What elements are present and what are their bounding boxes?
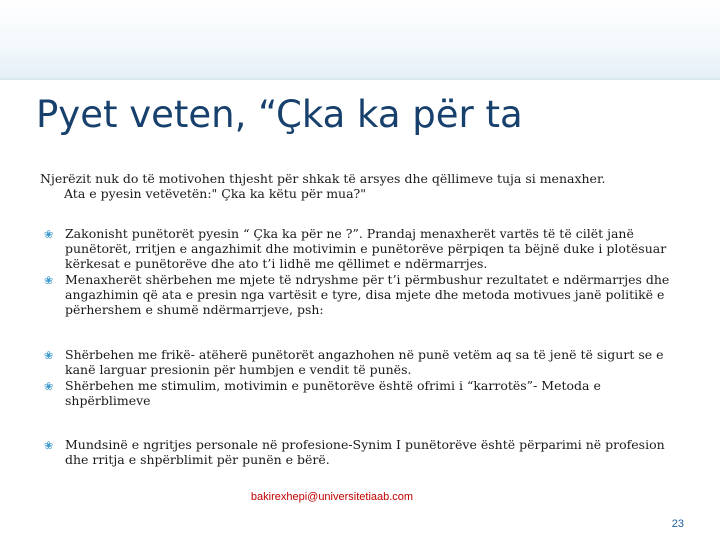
- header-divider: [0, 78, 720, 80]
- bullet-text: Mundsinë e ngritjes personale në profesione-Synim I punëtorëve është përparimi në profesion dhe rritja e shpërblimit për punën e bërë.: [65, 437, 665, 467]
- contact-email[interactable]: bakirexhepi@universitetiaab.com: [250, 491, 414, 503]
- page-number: 23: [671, 518, 684, 530]
- intro-line-1: Njerëzit nuk do të motivohen thjesht për shkak të arsyes dhe qëllimeve tuja si menaxher.: [40, 171, 606, 186]
- bullet-text: Zakonisht punëtorët pyesin “ Çka ka për ne ?”. Prandaj menaxherët vartës të të cilët janë punëtorët, rritjen e angazhimit dhe motivimin e punëtorëve përpiqen ta bëjnë duke i plotësuar kërkesat e punëtorëve dhe ato t’i lidhë me qëllimet e ndërmarrjes.: [65, 226, 667, 271]
- slide-title: Pyet veten, “Çka ka për ta: [36, 93, 523, 136]
- bullet-text: Menaxherët shërbehen me mjete të ndryshme për t’i përmbushur rezultatet e ndërmarrjes dhe angazhimin që ata e presin nga vartësit e tyre, disa mjete dhe metoda motivues janë politikë e përhershem e shumë ndërmarrjeve, psh:: [65, 272, 670, 317]
- bullet-item: [44, 437, 680, 467]
- fancy-bullet-icon: ❀: [44, 228, 54, 241]
- bullet-item: [44, 347, 680, 377]
- bullet-text: Shërbehen me frikë- atëherë punëtorët angazhohen në punë vetëm aq sa të jenë të sigurt se e kanë larguar presionin për humbjen e vendit të punës.: [65, 347, 664, 377]
- fancy-bullet-icon: ❀: [44, 439, 54, 452]
- intro-line-2: Ata e pyesin vetëvetën:" Çka ka këtu për mua?": [64, 186, 367, 201]
- fancy-bullet-icon: ❀: [44, 274, 54, 287]
- bullet-item: [44, 272, 680, 317]
- fancy-bullet-icon: ❀: [44, 380, 54, 393]
- bullet-item: [44, 226, 680, 271]
- fancy-bullet-icon: ❀: [44, 349, 54, 362]
- bullet-text: Shërbehen me stimulim, motivimin e punëtorëve është ofrimi i “karrotës”- Metoda e shpërblimeve: [65, 378, 601, 408]
- intro-paragraph: [40, 171, 680, 201]
- header-band: [0, 0, 720, 78]
- bullet-item: [44, 378, 680, 408]
